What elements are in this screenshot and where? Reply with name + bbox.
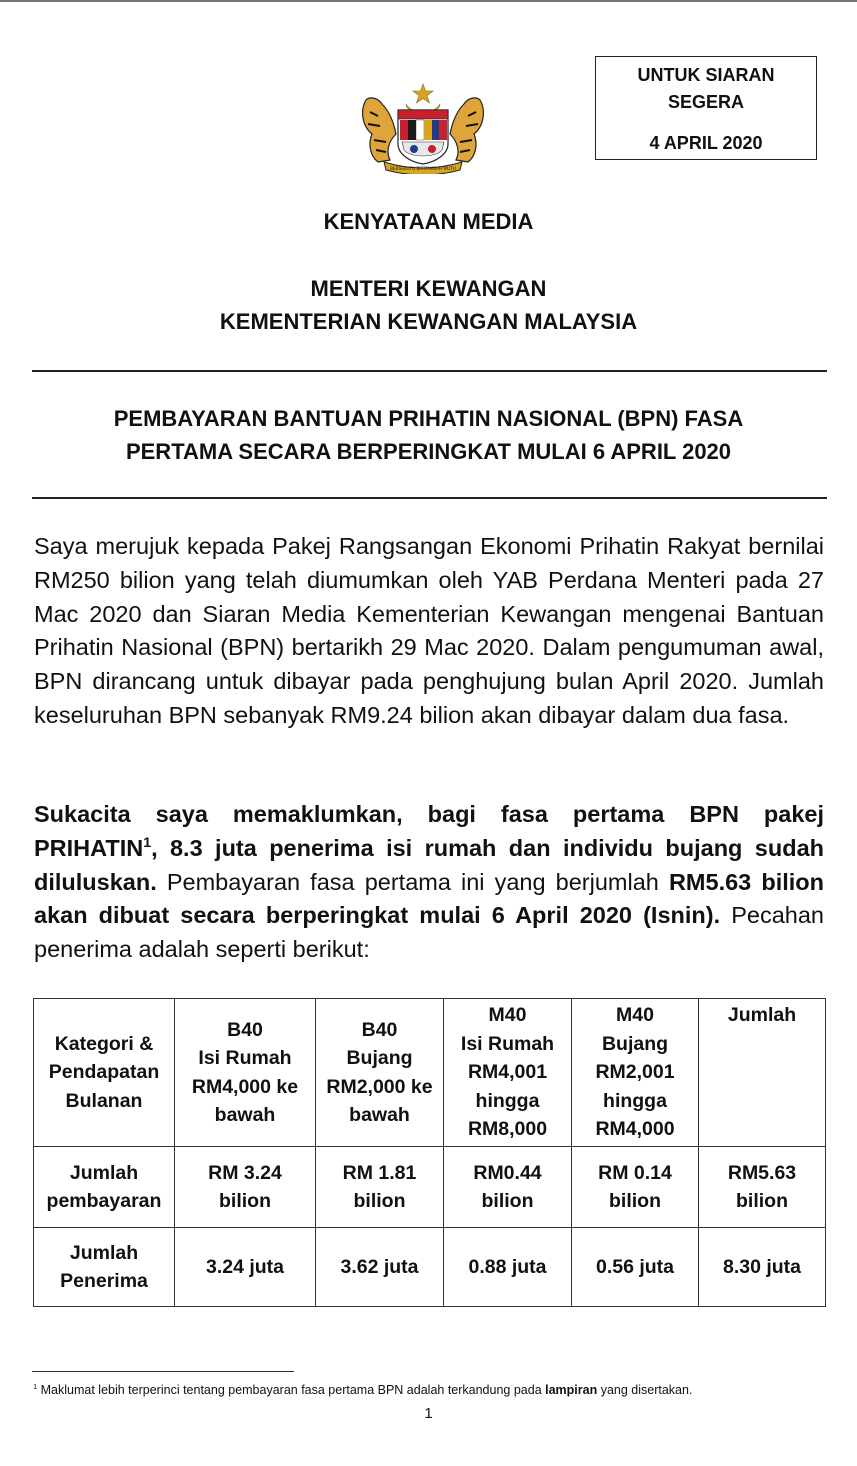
footnote-text-bold: lampiran — [545, 1383, 598, 1397]
cell-m40-household — [444, 1228, 572, 1307]
header-m40-single-line: hingga — [603, 1089, 667, 1112]
header-total-line: Jumlah — [727, 1004, 797, 1026]
release-box — [595, 56, 817, 160]
cell-label — [34, 1228, 175, 1307]
header-total — [699, 999, 826, 1147]
cell-m40-single-line: RM 0.14 — [598, 1161, 672, 1184]
announcement-bold-a: Sukacita saya memaklumkan, bagi fasa pertama BPN pakej PRIHATIN — [34, 801, 824, 861]
headline-line2: PERTAMA SECARA BERPERINGKAT MULAI 6 APRIL 2020 — [125, 439, 732, 464]
cell-m40-single — [572, 1147, 699, 1228]
cell-b40-household-line: RM 3.24 — [208, 1161, 282, 1184]
footnote-rule — [32, 1371, 294, 1372]
cell-b40-household-line: 3.24 juta — [205, 1255, 285, 1278]
doc-type-heading: KENYATAAN MEDIA — [323, 209, 534, 234]
header-b40-household — [175, 999, 316, 1147]
cell-b40-single-line: bilion — [353, 1190, 406, 1212]
recipients-table — [33, 998, 826, 1307]
headline-line1: PEMBAYARAN BANTUAN PRIHATIN NASIONAL (BPN) FASA — [113, 406, 744, 431]
header-m40-single-line: Bujang — [601, 1032, 669, 1055]
header-m40-single-line: M40 — [616, 1004, 654, 1026]
cell-b40-household — [175, 1228, 316, 1307]
release-line1: UNTUK SIARAN — [637, 65, 775, 85]
header-b40-household-line: RM4,000 ke — [191, 1075, 299, 1098]
malaysia-coat-of-arms-icon — [356, 82, 490, 174]
header-b40-single-line: Bujang — [346, 1047, 413, 1069]
cell-b40-household-line: bilion — [219, 1190, 271, 1212]
cell-label-line: Jumlah — [69, 1241, 139, 1264]
header-m40-household — [444, 999, 572, 1147]
header-m40-household-line: M40 — [488, 1004, 527, 1026]
header-m40-single-line: RM2,001 — [595, 1061, 675, 1083]
header-m40-household-line: RM4,001 — [467, 1061, 548, 1083]
cell-total — [699, 1147, 826, 1228]
footnote-text-b: yang disertakan. — [597, 1383, 693, 1397]
cell-b40-single-line: 3.62 juta — [340, 1255, 419, 1278]
cell-b40-single-line: RM 1.81 — [342, 1161, 417, 1184]
cell-b40-single — [316, 1228, 444, 1307]
cell-m40-single-line: bilion — [609, 1190, 661, 1212]
table-row-recipients — [34, 1228, 826, 1307]
crest-motto: BERSEKUTU BERTAMBAH MUTU — [390, 166, 456, 171]
header-b40-household-line: bawah — [214, 1104, 276, 1126]
announcement-bold-b: , 8.3 juta penerima isi rumah dan individu bujang sudah diluluskan. — [34, 834, 824, 895]
cell-m40-household-line: bilion — [481, 1190, 534, 1212]
release-line2: SEGERA — [667, 92, 745, 112]
header-m40-household-line: Isi Rumah — [460, 1032, 555, 1055]
footnote-ref: 1 — [143, 833, 152, 850]
announcement-bold-c: RM5.63 bilion akan dibuat secara berperingkat mulai 6 April 2020 (Isnin). — [34, 868, 824, 929]
footnote-text-a: Maklumat lebih terperinci tentang pembayaran fasa pertama BPN adalah terkandung pada — [37, 1383, 546, 1397]
cell-total-line: 8.30 juta — [722, 1255, 802, 1278]
cell-m40-household — [444, 1147, 572, 1228]
cell-m40-household-line: RM0.44 — [473, 1161, 542, 1184]
header-category-line: Bulanan — [65, 1089, 143, 1112]
cell-m40-household-line: 0.88 juta — [468, 1255, 547, 1278]
header-b40-household-line: Isi Rumah — [198, 1047, 292, 1069]
table-row-payment — [34, 1147, 826, 1228]
header-b40-single-line: RM2,000 ke — [326, 1075, 433, 1098]
cell-b40-household — [175, 1147, 316, 1228]
divider-top — [32, 370, 827, 372]
header-m40-single — [572, 999, 699, 1147]
header-b40-single — [316, 999, 444, 1147]
cell-m40-single — [572, 1228, 699, 1307]
table-header-row — [34, 999, 826, 1147]
announcement-regular: Pembayaran fasa pertama ini yang berjumlah — [156, 868, 669, 895]
cell-label-line: Jumlah — [69, 1161, 139, 1184]
cell-label — [34, 1147, 175, 1228]
issuer-minister: MENTERI KEWANGAN — [310, 276, 547, 301]
cell-total-line: bilion — [736, 1190, 788, 1212]
cell-total-line: RM5.63 — [727, 1161, 797, 1184]
issuer-ministry: KEMENTERIAN KEWANGAN MALAYSIA — [219, 309, 638, 334]
cell-label-line: pembayaran — [46, 1190, 162, 1212]
divider-bottom — [32, 497, 827, 499]
release-date: 4 APRIL 2020 — [649, 133, 763, 153]
cell-b40-single — [316, 1147, 444, 1228]
header-b40-single-line: bawah — [349, 1104, 410, 1126]
cell-m40-single-line: 0.56 juta — [595, 1255, 675, 1278]
header-m40-household-line: RM8,000 — [467, 1118, 548, 1140]
announcement-end: Pecahan penerima adalah seperti berikut: — [34, 902, 824, 963]
header-m40-single-line: RM4,000 — [595, 1118, 675, 1140]
paragraph-announcement — [34, 798, 824, 967]
header-m40-household-line: hingga — [475, 1089, 540, 1112]
paragraph-intro: Saya merujuk kepada Pakej Rangsangan Ekonomi Prihatin Rakyat bernilai RM250 bilion yang telah diumumkan oleh YAB Perdana Menteri pada 27 Mac 2020 dan Siaran Media Kementerian Kewangan mengenai Bantuan Prihatin Nasional (BPN) bertarikh 29 Mac 2020. Dalam pengumuman awal, BPN dirancang untuk dibayar pada penghujung bulan April 2020. Jumlah keseluruhan BPN sebanyak RM9.24 bilion akan dibayar dalam dua fasa. — [34, 533, 824, 728]
cell-total — [699, 1228, 826, 1307]
header-category-line: Kategori & — [54, 1032, 154, 1055]
page-number: 1 — [424, 1405, 433, 1422]
header-category — [34, 999, 175, 1147]
header-b40-single-line: B40 — [361, 1018, 398, 1041]
footnote — [33, 1382, 692, 1398]
header-category-line: Pendapatan — [48, 1061, 160, 1084]
page-top-border — [0, 0, 857, 2]
cell-label-line: Penerima — [60, 1270, 148, 1292]
header-b40-household-line: B40 — [227, 1018, 263, 1041]
footnote-marker: 1 — [33, 1381, 38, 1391]
